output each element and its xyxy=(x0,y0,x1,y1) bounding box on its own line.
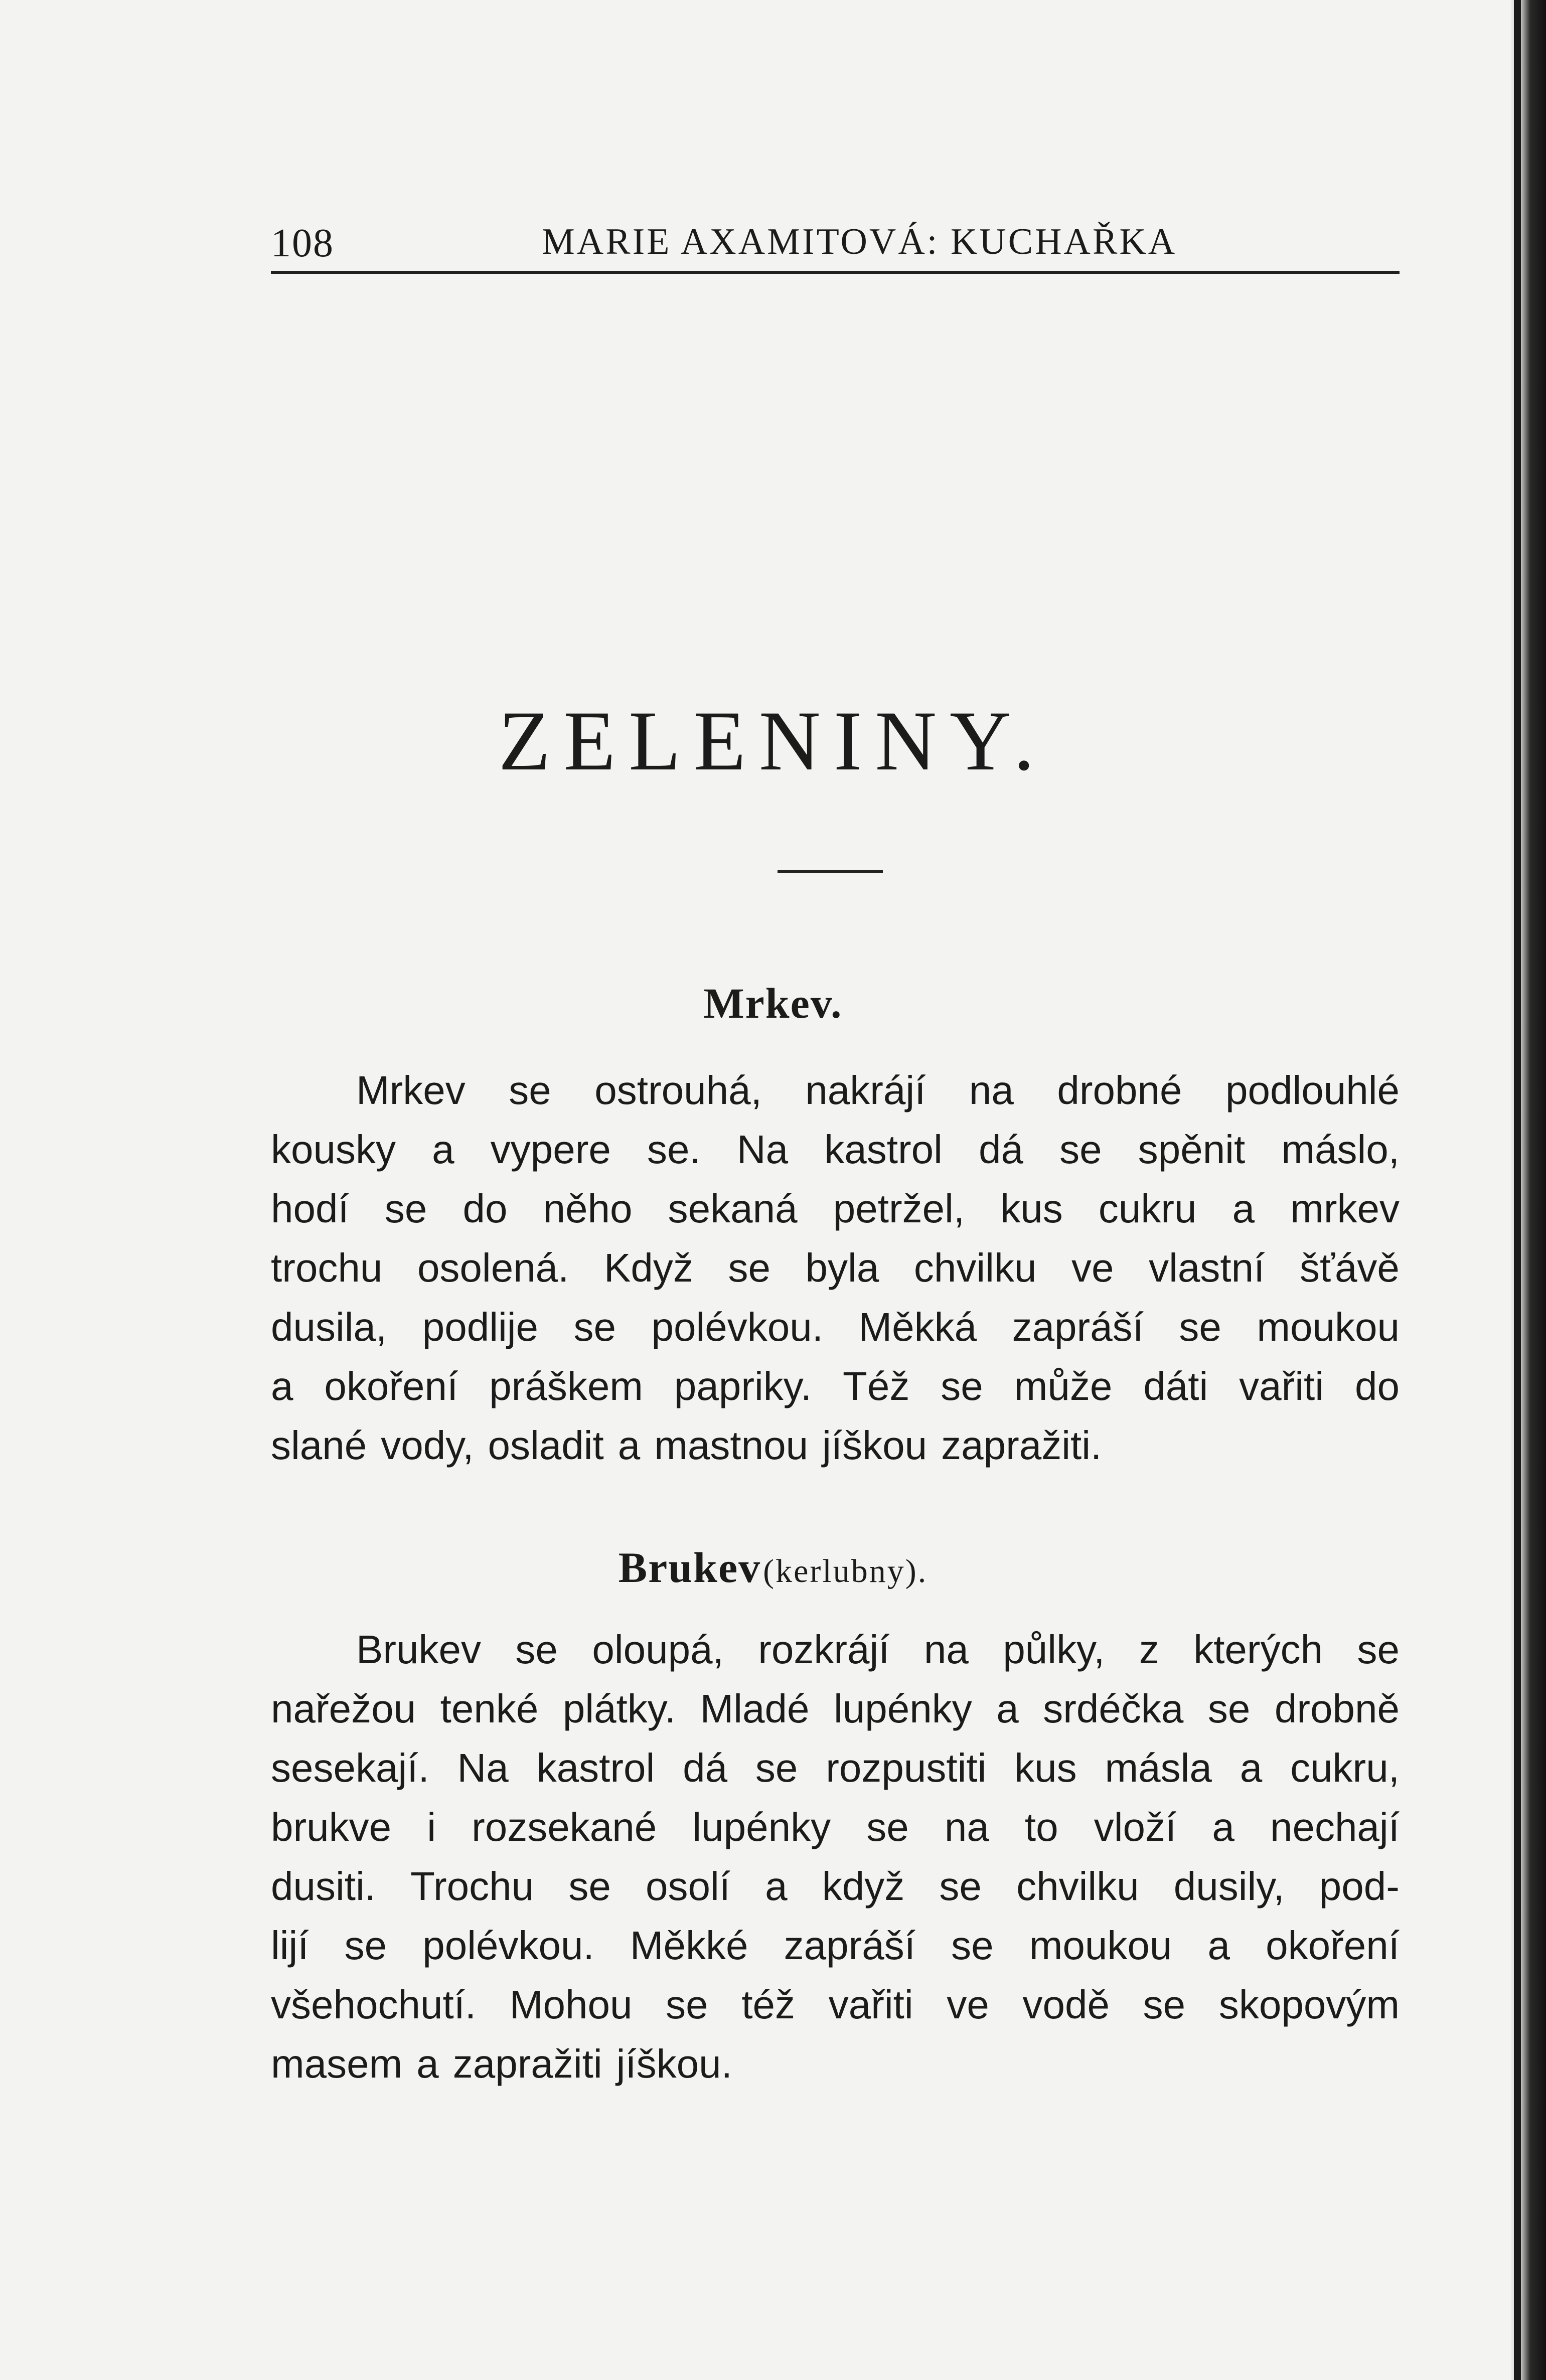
word: srdéčka xyxy=(1043,1686,1184,1731)
word: skopovým xyxy=(1218,1982,1400,2027)
word: tenké xyxy=(440,1686,539,1731)
page-number: 108 xyxy=(271,221,334,265)
word: Na xyxy=(457,1746,509,1790)
word: dá xyxy=(978,1127,1023,1172)
section-heading-brukev xyxy=(0,1542,1546,1593)
word: podlije xyxy=(422,1305,539,1349)
word: i xyxy=(427,1805,436,1849)
word: petržel, xyxy=(833,1186,965,1231)
word: Trochu xyxy=(410,1864,534,1909)
word: zapráší xyxy=(1012,1305,1144,1349)
word: se xyxy=(509,1068,551,1113)
word: se xyxy=(939,1864,982,1909)
word: na xyxy=(944,1805,989,1849)
word: kus xyxy=(1014,1746,1077,1790)
word: vodě xyxy=(1022,1982,1110,2027)
word: zapražiti. xyxy=(941,1423,1102,1468)
word: kus xyxy=(1000,1186,1063,1231)
word: ve xyxy=(947,1982,989,2027)
word: sekaná xyxy=(668,1186,798,1231)
text-line xyxy=(271,2034,1400,2094)
word: pod- xyxy=(1319,1864,1400,1909)
word: cukru xyxy=(1098,1186,1197,1231)
word: dá xyxy=(683,1746,728,1790)
word: též xyxy=(741,1982,796,2027)
word: se xyxy=(568,1864,611,1909)
word: papriky. xyxy=(674,1364,812,1408)
word: se xyxy=(866,1805,909,1849)
word: trochu xyxy=(271,1245,383,1290)
word: Měkké xyxy=(630,1923,748,1968)
word: Mohou xyxy=(509,1982,633,2027)
word: chvilku xyxy=(913,1245,1037,1290)
word: šťávě xyxy=(1299,1245,1400,1290)
word: nakrájí xyxy=(805,1068,926,1113)
section-heading-note: (kerlubny). xyxy=(763,1553,928,1590)
word: dusily, xyxy=(1173,1864,1285,1909)
section-heading-mrkev xyxy=(0,978,1546,1028)
text-line xyxy=(271,1738,1400,1798)
word: se. xyxy=(647,1127,701,1172)
word: máslo, xyxy=(1281,1127,1400,1172)
word: něho xyxy=(543,1186,633,1231)
word: se xyxy=(1179,1305,1221,1349)
word: okoření xyxy=(324,1364,458,1408)
word: vypere xyxy=(490,1127,611,1172)
word: kousky xyxy=(271,1127,396,1172)
word: práškem xyxy=(489,1364,643,1408)
text-line xyxy=(271,1679,1400,1738)
word: lijí xyxy=(271,1923,309,1968)
word: se xyxy=(573,1305,616,1349)
word: se xyxy=(951,1923,994,1968)
word: se xyxy=(755,1746,798,1790)
word: oloupá, xyxy=(592,1627,724,1672)
text-line xyxy=(271,1298,1400,1357)
word: kastrol xyxy=(536,1746,655,1790)
paragraph-mrkev xyxy=(271,1061,1400,1475)
word: se xyxy=(384,1186,427,1231)
word: zapráší xyxy=(784,1923,915,1968)
word: vloží xyxy=(1094,1805,1177,1849)
word: drobně xyxy=(1274,1686,1400,1731)
word: z xyxy=(1139,1627,1159,1672)
chapter-title: ZELENINY. xyxy=(498,694,1048,788)
word: slané xyxy=(271,1423,367,1468)
word: vlastní xyxy=(1149,1245,1265,1290)
word: na xyxy=(969,1068,1014,1113)
word: dáti xyxy=(1143,1364,1208,1408)
word: Na xyxy=(736,1127,789,1172)
word: zapražiti xyxy=(452,2041,602,2086)
word: podlouhlé xyxy=(1225,1068,1400,1113)
word: může xyxy=(1014,1364,1113,1408)
word: vařiti xyxy=(828,1982,913,2027)
word: jíškou. xyxy=(616,2041,732,2086)
word: osladit xyxy=(488,1423,604,1468)
text-line xyxy=(271,1357,1400,1416)
text-line xyxy=(271,1061,1400,1120)
word: Měkká xyxy=(858,1305,977,1349)
word: se xyxy=(1207,1686,1251,1731)
word: brukve xyxy=(271,1805,392,1849)
word: všehochutí. xyxy=(271,1982,477,2027)
word: a xyxy=(765,1864,788,1909)
word: sesekají. xyxy=(271,1746,429,1790)
word: se xyxy=(344,1923,387,1968)
word: nechají xyxy=(1270,1805,1400,1849)
text-line xyxy=(271,1857,1400,1916)
word: osolená. xyxy=(417,1245,569,1290)
word: mrkev xyxy=(1290,1186,1400,1231)
word: a xyxy=(617,1423,641,1468)
section-heading-title: Mrkev. xyxy=(703,979,843,1027)
word: polévkou. xyxy=(651,1305,823,1349)
word: byla xyxy=(805,1245,879,1290)
word: nařežou xyxy=(271,1686,416,1731)
text-line xyxy=(271,1975,1400,2034)
word: cukru, xyxy=(1290,1746,1400,1790)
section-heading-title: Brukev xyxy=(618,1543,761,1592)
word: ostrouhá, xyxy=(594,1068,762,1113)
word: a xyxy=(1207,1923,1230,1968)
text-line xyxy=(271,1179,1400,1238)
word: dusiti. xyxy=(271,1864,376,1909)
word: to xyxy=(1024,1805,1058,1849)
word: polévkou. xyxy=(422,1923,594,1968)
word: a xyxy=(1240,1746,1263,1790)
word: Též xyxy=(842,1364,910,1408)
word: a xyxy=(996,1686,1019,1731)
word: půlky, xyxy=(1003,1627,1105,1672)
text-line xyxy=(271,1620,1400,1679)
word: Brukev xyxy=(356,1627,481,1672)
word: se xyxy=(1143,1982,1186,2027)
word: masem xyxy=(271,2041,403,2086)
word: mastnou xyxy=(654,1423,809,1468)
word: chvilku xyxy=(1016,1864,1139,1909)
word: Mrkev xyxy=(356,1068,466,1113)
binding-edge-shadow xyxy=(1514,0,1521,2380)
word: rozsekané xyxy=(472,1805,657,1849)
word: se xyxy=(1059,1127,1102,1172)
word: plátky. xyxy=(562,1686,676,1731)
word: se xyxy=(728,1245,770,1290)
word: hodí xyxy=(271,1186,349,1231)
word: kterých xyxy=(1193,1627,1323,1672)
word: se xyxy=(515,1627,558,1672)
text-line xyxy=(271,1798,1400,1857)
word: rozkrájí xyxy=(758,1627,890,1672)
word: dusila, xyxy=(271,1305,387,1349)
word: kastrol xyxy=(824,1127,943,1172)
word: do xyxy=(462,1186,508,1231)
word: rozpustiti xyxy=(826,1746,987,1790)
word: moukou xyxy=(1257,1305,1400,1349)
word: a xyxy=(416,2041,439,2086)
word: moukou xyxy=(1029,1923,1172,1968)
text-line xyxy=(271,1238,1400,1298)
text-line xyxy=(271,1916,1400,1975)
word: okoření xyxy=(1266,1923,1400,1968)
running-title: MARIE AXAMITOVÁ: KUCHAŘKA xyxy=(542,221,1177,262)
word: když xyxy=(822,1864,905,1909)
text-line xyxy=(271,1120,1400,1179)
word: do xyxy=(1354,1364,1400,1408)
word: a xyxy=(1232,1186,1255,1231)
word: spěnit xyxy=(1138,1127,1246,1172)
text-line xyxy=(271,1416,1400,1475)
word: osolí xyxy=(645,1864,730,1909)
header-rule xyxy=(271,271,1400,274)
word: ve xyxy=(1071,1245,1114,1290)
word: Mladé xyxy=(700,1686,810,1731)
word: a xyxy=(432,1127,454,1172)
word: drobné xyxy=(1057,1068,1182,1113)
paragraph-brukev xyxy=(271,1620,1400,2094)
word: lupénky xyxy=(833,1686,972,1731)
word: vody, xyxy=(381,1423,474,1468)
word: vařiti xyxy=(1239,1364,1324,1408)
word: se xyxy=(941,1364,983,1408)
running-header xyxy=(271,216,1400,271)
word: másla xyxy=(1105,1746,1212,1790)
word: lupénky xyxy=(692,1805,831,1849)
word: jíškou xyxy=(822,1423,927,1468)
chapter-divider xyxy=(778,870,883,873)
word: se xyxy=(666,1982,708,2027)
word: Když xyxy=(604,1245,693,1290)
word: a xyxy=(1212,1805,1234,1849)
word: a xyxy=(271,1364,293,1408)
word: se xyxy=(1357,1627,1400,1672)
word: na xyxy=(923,1627,969,1672)
